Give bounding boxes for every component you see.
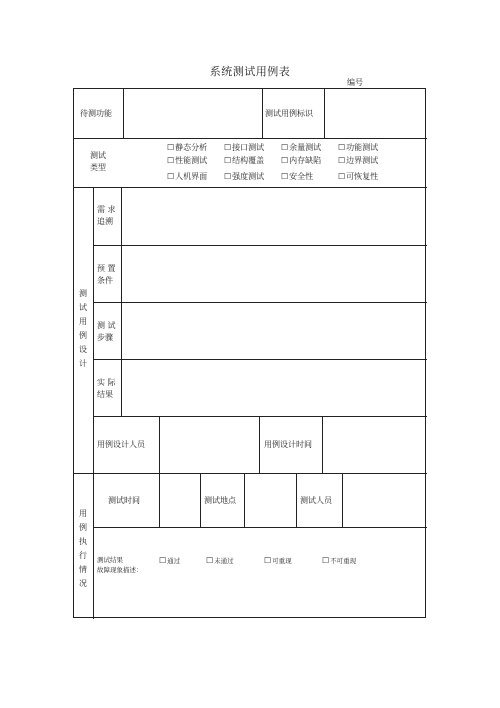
- checkbox-recoverability[interactable]: ☐可恢复性: [338, 172, 379, 181]
- designer-label: 用例设计人员: [97, 440, 145, 449]
- row-label-trace-2: 追溯: [97, 217, 113, 226]
- checkbox-icon: ☐: [167, 143, 175, 152]
- col-divider: [296, 473, 297, 527]
- test-type-label-1: 测试: [90, 151, 106, 160]
- col-divider: [200, 473, 201, 527]
- checkbox-icon: ☐: [206, 556, 214, 565]
- checkbox-interface-test[interactable]: ☐接口测试: [224, 143, 265, 152]
- checkbox-fail[interactable]: ☐未通过: [206, 556, 234, 565]
- checkbox-icon: ☐: [338, 172, 346, 181]
- function-field[interactable]: [127, 89, 260, 137]
- row-divider: [74, 187, 427, 188]
- steps-field[interactable]: [125, 304, 425, 357]
- checkbox-static-analysis[interactable]: ☐静态分析: [167, 143, 208, 152]
- col-divider: [123, 89, 124, 138]
- checkbox-function-test[interactable]: ☐功能测试: [338, 143, 379, 152]
- case-id-label: 测试用例标识: [265, 109, 313, 118]
- checkbox-icon: ☐: [281, 156, 289, 165]
- col-divider: [121, 187, 122, 416]
- row-label-precondition-1: 预 置: [97, 264, 116, 273]
- checkbox-stress-test[interactable]: ☐强度测试: [224, 172, 265, 181]
- checkbox-pass[interactable]: ☐通过: [159, 556, 181, 565]
- row-divider: [93, 416, 427, 417]
- col-divider: [259, 416, 260, 473]
- col-divider: [159, 473, 160, 527]
- col-divider: [159, 416, 160, 473]
- precondition-field[interactable]: [125, 247, 425, 300]
- checkbox-not-reproducible[interactable]: ☐不可重现: [322, 556, 357, 565]
- checkbox-icon: ☐: [224, 143, 232, 152]
- tester-label: 测试人员: [300, 496, 332, 505]
- fault-description-field[interactable]: [97, 577, 425, 617]
- row-divider: [93, 302, 427, 303]
- checkbox-margin-test[interactable]: ☐余量测试: [281, 143, 322, 152]
- row-label-actual-1: 实 际: [97, 378, 116, 387]
- execution-section-label: 用例执行情况: [79, 509, 87, 588]
- checkbox-reproducible[interactable]: ☐可重现: [264, 556, 292, 565]
- test-case-form: [73, 88, 426, 618]
- checkbox-icon: ☐: [338, 156, 346, 165]
- design-section-label: 测试用例设计: [79, 289, 87, 368]
- row-divider: [93, 359, 427, 360]
- checkbox-icon: ☐: [281, 172, 289, 181]
- checkbox-icon: ☐: [224, 156, 232, 165]
- test-result-label: 测试结果: [97, 556, 123, 564]
- row-label-actual-2: 结果: [97, 390, 113, 399]
- checkbox-boundary-test[interactable]: ☐边界测试: [338, 156, 379, 165]
- actual-result-field[interactable]: [125, 361, 425, 414]
- checkbox-icon: ☐: [159, 556, 167, 565]
- col-divider: [244, 473, 245, 527]
- checkbox-icon: ☐: [167, 156, 175, 165]
- checkbox-performance-test[interactable]: ☐性能测试: [167, 156, 208, 165]
- row-label-steps-2: 步骤: [97, 333, 113, 342]
- trace-field[interactable]: [125, 189, 425, 243]
- checkbox-icon: ☐: [167, 172, 175, 181]
- row-label-steps-1: 测 试: [97, 321, 116, 330]
- col-divider: [93, 187, 94, 619]
- test-place-field[interactable]: [248, 475, 294, 525]
- checkbox-icon: ☐: [338, 143, 346, 152]
- function-label: 待测功能: [80, 109, 112, 118]
- row-divider: [74, 138, 427, 139]
- fault-description-label: 故障现象描述：: [97, 566, 143, 574]
- col-divider: [342, 473, 343, 527]
- col-divider: [322, 416, 323, 473]
- test-time-label: 测试时间: [108, 496, 140, 505]
- row-divider: [93, 245, 427, 246]
- checkbox-structure-coverage[interactable]: ☐结构覆盖: [224, 156, 265, 165]
- design-time-label: 用例设计时间: [264, 440, 312, 449]
- checkbox-security[interactable]: ☐安全性: [281, 172, 314, 181]
- checkbox-icon: ☐: [322, 556, 330, 565]
- row-divider: [93, 527, 427, 528]
- case-id-field[interactable]: [328, 89, 425, 137]
- test-time-field[interactable]: [163, 475, 198, 525]
- col-divider: [324, 89, 325, 138]
- checkbox-icon: ☐: [264, 556, 272, 565]
- design-time-field[interactable]: [326, 418, 425, 471]
- checkbox-memory-defect[interactable]: ☐内存缺陷: [281, 156, 322, 165]
- row-label-trace-1: 需 求: [97, 205, 116, 214]
- designer-field[interactable]: [163, 418, 257, 471]
- checkbox-icon: ☐: [224, 172, 232, 181]
- test-place-label: 测试地点: [204, 496, 236, 505]
- checkbox-hmi[interactable]: ☐人机界面: [167, 172, 208, 181]
- test-type-label-2: 类型: [90, 163, 106, 172]
- row-divider: [74, 473, 427, 474]
- doc-number-label: 编号: [347, 78, 363, 87]
- page-title: 系统测试用例表: [209, 65, 291, 78]
- checkbox-icon: ☐: [281, 143, 289, 152]
- tester-field[interactable]: [346, 475, 425, 525]
- row-label-precondition-2: 条件: [97, 276, 113, 285]
- col-divider: [262, 89, 263, 138]
